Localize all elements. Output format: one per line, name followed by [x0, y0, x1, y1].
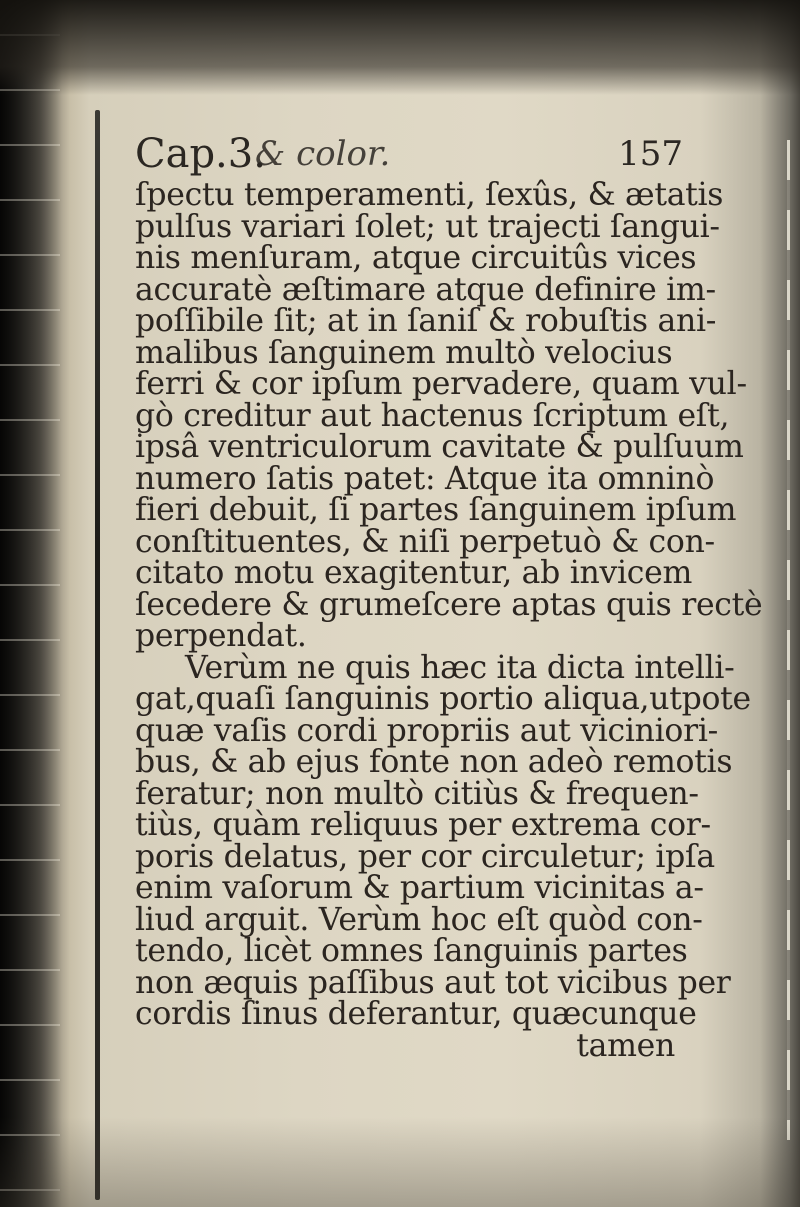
text-line: accuratè æſtimare atque definire im-	[135, 271, 716, 308]
page-number: 157	[618, 134, 683, 174]
text-line: liud arguit. Verùm hoc eſt quòd con-	[135, 901, 703, 938]
text-line: fieri debuit, ſi partes ſanguinem ipſum	[135, 492, 737, 528]
text-line: numero ſatis patet: Atque ita omninò	[135, 460, 715, 497]
text-line: poris delatus, per cor circuletur; ipſa	[135, 838, 715, 875]
text-line: tiùs, quàm reliquus per extrema cor-	[135, 807, 711, 843]
text-line: perpendat.	[135, 618, 307, 654]
text-line: ferri & cor ipſum pervadere, quam vul-	[135, 366, 747, 402]
text-line: malibus ſanguinem multò velocius	[135, 334, 673, 371]
text-line: ſecedere & grumeſcere aptas quis rectè	[135, 586, 763, 623]
running-title: & color.	[255, 134, 391, 174]
text-line: nis menſuram, atque circuitûs vices	[135, 240, 697, 276]
bottom-shadow	[0, 1117, 800, 1207]
text-line: pulſus variari ſolet; ut trajecti ſangui-	[135, 208, 720, 245]
text-line: ipsâ ventriculorum cavitate & pulſuum	[135, 429, 744, 465]
text-line: gò creditur aut hactenus ſcriptum eſt,	[135, 397, 730, 434]
text-line: cordis ſinus deferantur, quæcunque	[135, 996, 697, 1032]
text-line: conſtituentes, & niſi perpetuò & con-	[135, 523, 715, 560]
page-header	[135, 128, 695, 180]
text-line: feratur; non multò citiùs & frequen-	[135, 775, 699, 812]
text-line: tendo, licèt omnes ſanguinis partes	[135, 933, 688, 969]
text-line: citato motu exagitentur, ab invicem	[135, 555, 693, 591]
text-line: poſſibile ſit; at in ſaniſ & robuſtis ani-	[135, 303, 717, 339]
catchword: tamen	[576, 1027, 675, 1064]
top-shadow	[0, 0, 800, 95]
text-line: enim vaſorum & partium vicinitas a-	[135, 870, 704, 906]
chapter-label: Cap.3.	[135, 131, 266, 177]
text-line: gat,quaſi ſanguinis portio aliqua,utpote	[135, 681, 751, 717]
paragraph-start-line: Verùm ne quis hæc ita dicta intelli-	[185, 649, 735, 686]
right-edge-stripe	[787, 140, 790, 1140]
text-line: non æquis paſſibus aut tot vicibus per	[135, 964, 731, 1001]
text-block	[135, 128, 763, 1064]
page-edge-marks	[0, 0, 60, 1207]
gutter-fold	[95, 110, 100, 1200]
text-line: bus, & ab ejus fonte non adeò remotis	[135, 744, 733, 780]
text-line: ſpectu temperamenti, ſexûs, & ætatis	[135, 177, 724, 213]
text-line: quæ vaſis cordi propriis aut viciniori-	[135, 712, 718, 749]
